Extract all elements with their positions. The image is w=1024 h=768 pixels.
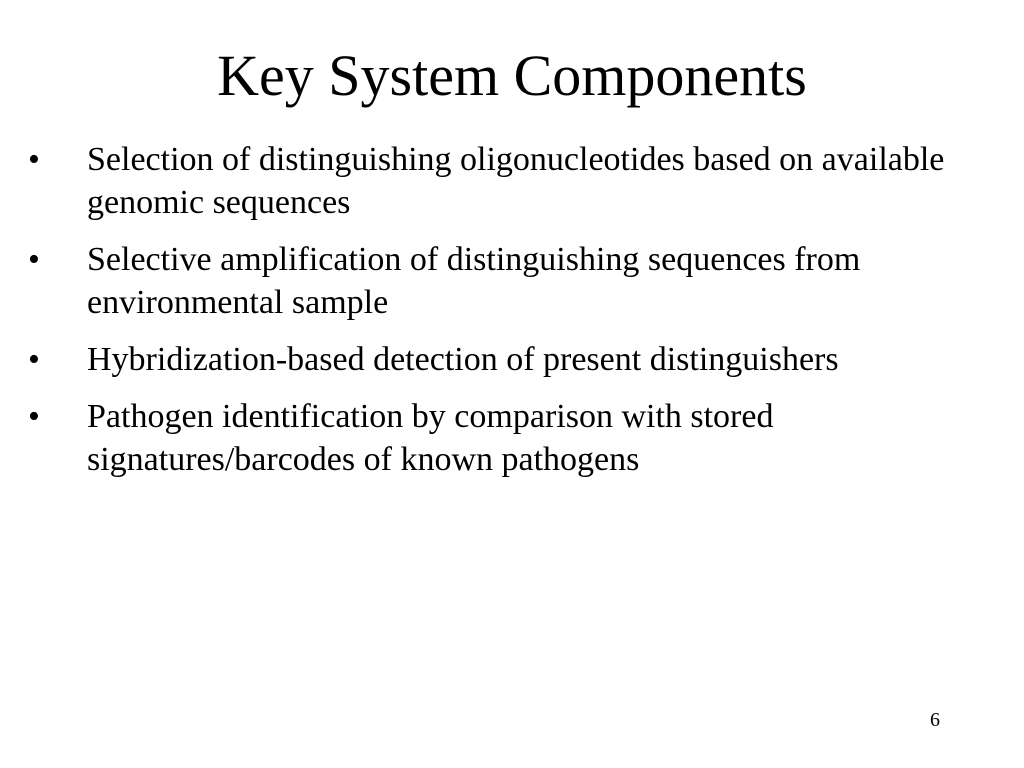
bullet-text: Hybridization-based detection of present distinguishers [87,341,839,378]
bullet-icon: • [28,241,40,278]
bullet-icon: • [28,141,40,178]
bullet-text: Selective amplification of distinguishing sequences from environmental sample [87,241,861,321]
page-number: 6 [930,709,940,731]
bullet-item [28,338,988,381]
bullet-icon: • [28,398,40,435]
bullet-text: Selection of distinguishing oligonucleotides based on available genomic sequences [87,141,945,221]
bullet-text: Pathogen identification by comparison with stored signatures/barcodes of known pathogens [87,398,774,478]
bullet-item [28,238,988,324]
bullet-icon: • [28,341,40,378]
bullet-item [28,395,988,481]
slide-title: Key System Components [217,43,807,108]
bullet-list [28,138,988,495]
bullet-item [28,138,988,224]
